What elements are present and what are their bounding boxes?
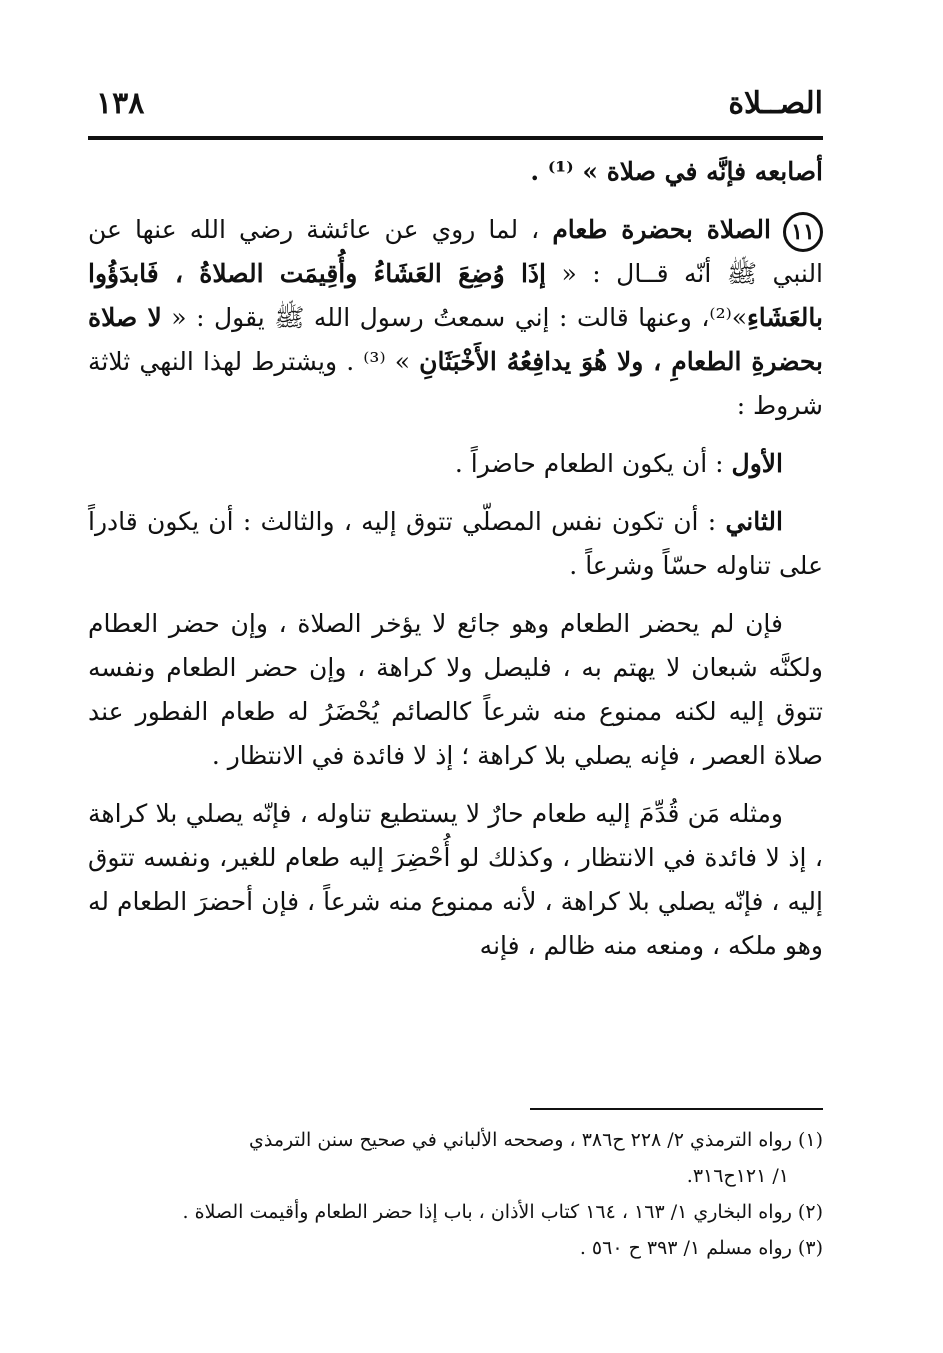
body-text bbox=[88, 150, 823, 982]
page-header bbox=[88, 82, 823, 132]
footnote-1-continuation: ١/ ١٢١ح٣١٦. bbox=[686, 1165, 789, 1187]
paragraph-5-text: ومثله مَن قُدِّمَ إليه طعام حارٌ لا يستطيع تناوله ، فإنّه يصلي بلا كراهة ، إذ لا فائدة في الانتظار ، وكذلك لو أُحْضِرَ إليه طعام للغير، ونفسه تتوق إليه ، فإنّه يصلي بلا كراهة ، لأنه ممنوع منه شرعاً ، فإن أحضرَ الطعام له وهو ملكه ، ومنعه منه ظالم ، فإنه bbox=[88, 799, 823, 960]
footnote-2: (٢) رواه البخاري ١/ ١٦٣ ، ١٦٤ كتاب الأذان ، باب إذا حضر الطعام وأقيمت الصلاة . bbox=[182, 1201, 823, 1223]
paragraph-5 bbox=[88, 792, 823, 968]
paragraph-0-text: أصابعه فإنَّه في صلاة » ⁽¹⁾ . bbox=[530, 157, 823, 186]
condition-second-text: : أن تكون نفس المصلّي تتوق إليه ، والثالث : أن يكون قادراً على تناوله حسّاً وشرعاً . bbox=[88, 507, 823, 580]
hadith-1: إذَا وُضِعَ العَشَاءُ وأُقِيمَت الصلاةُ ، فَابدَؤُوا بالعَشَاءِ bbox=[88, 259, 823, 332]
condition-second-third bbox=[88, 500, 823, 588]
paragraph-item-11 bbox=[88, 208, 823, 428]
running-title: الصــلاة bbox=[728, 86, 823, 121]
footnote-rule bbox=[530, 1108, 823, 1110]
item-11-text-3: » ⁽³⁾ . ويشترط لهذا النهي ثلاثة شروط : bbox=[88, 347, 823, 420]
footnote-3: (٣) رواه مسلم ١/ ٣٩٣ ح ٥٦٠ . bbox=[579, 1237, 823, 1259]
page-number: ١٣٨ bbox=[96, 86, 145, 121]
paragraph-continuation bbox=[88, 150, 823, 194]
condition-first bbox=[88, 442, 823, 486]
condition-first-text: : أن يكون الطعام حاضراً . bbox=[454, 449, 732, 478]
paragraph-4-text: فإن لم يحضر الطعام وهو جائع لا يؤخر الصلاة ، وإن حضر العطام ولكنَّه شبعان لا يهتم به ، فليصل ولا كراهة ، وإن حضر الطعام ونفسه تتوق إليه لكنه ممنوع منه شرعاً كالصائم يُحْضَرُ له طعام الفطور عند صلاة العصر ، فإنه يصلي بلا كراهة ؛ إذ لا فائدة في الانتظار . bbox=[88, 609, 823, 770]
item-11-lead: الصلاة بحضرة طعام bbox=[552, 215, 771, 244]
paragraph-4 bbox=[88, 602, 823, 778]
footnote-1: (١) رواه الترمذي ٢/ ٢٢٨ ح٣٨٦ ، وصححه الألباني في صحيح سنن الترمذي bbox=[248, 1129, 823, 1151]
item-11-text-1: ، لما روي عن عائشة رضي الله عنها عن النبي ﷺ أنّه قــال : « bbox=[88, 215, 824, 288]
item-number-badge: ١١ bbox=[783, 212, 823, 252]
hadith-2: لا صلاة بحضرةِ الطعامِ ، ولا هُوَ يدافِعُهُ الأَخْبَثَانِ bbox=[88, 303, 823, 376]
footnotes bbox=[88, 1122, 823, 1266]
condition-first-label: الأول bbox=[731, 449, 783, 478]
condition-second-label: الثاني bbox=[725, 507, 783, 536]
item-11-text-2: »⁽²⁾، وعنها قالت : إني سمعتُ رسول الله ﷺ يقول : « bbox=[161, 303, 748, 332]
header-rule bbox=[88, 136, 823, 140]
